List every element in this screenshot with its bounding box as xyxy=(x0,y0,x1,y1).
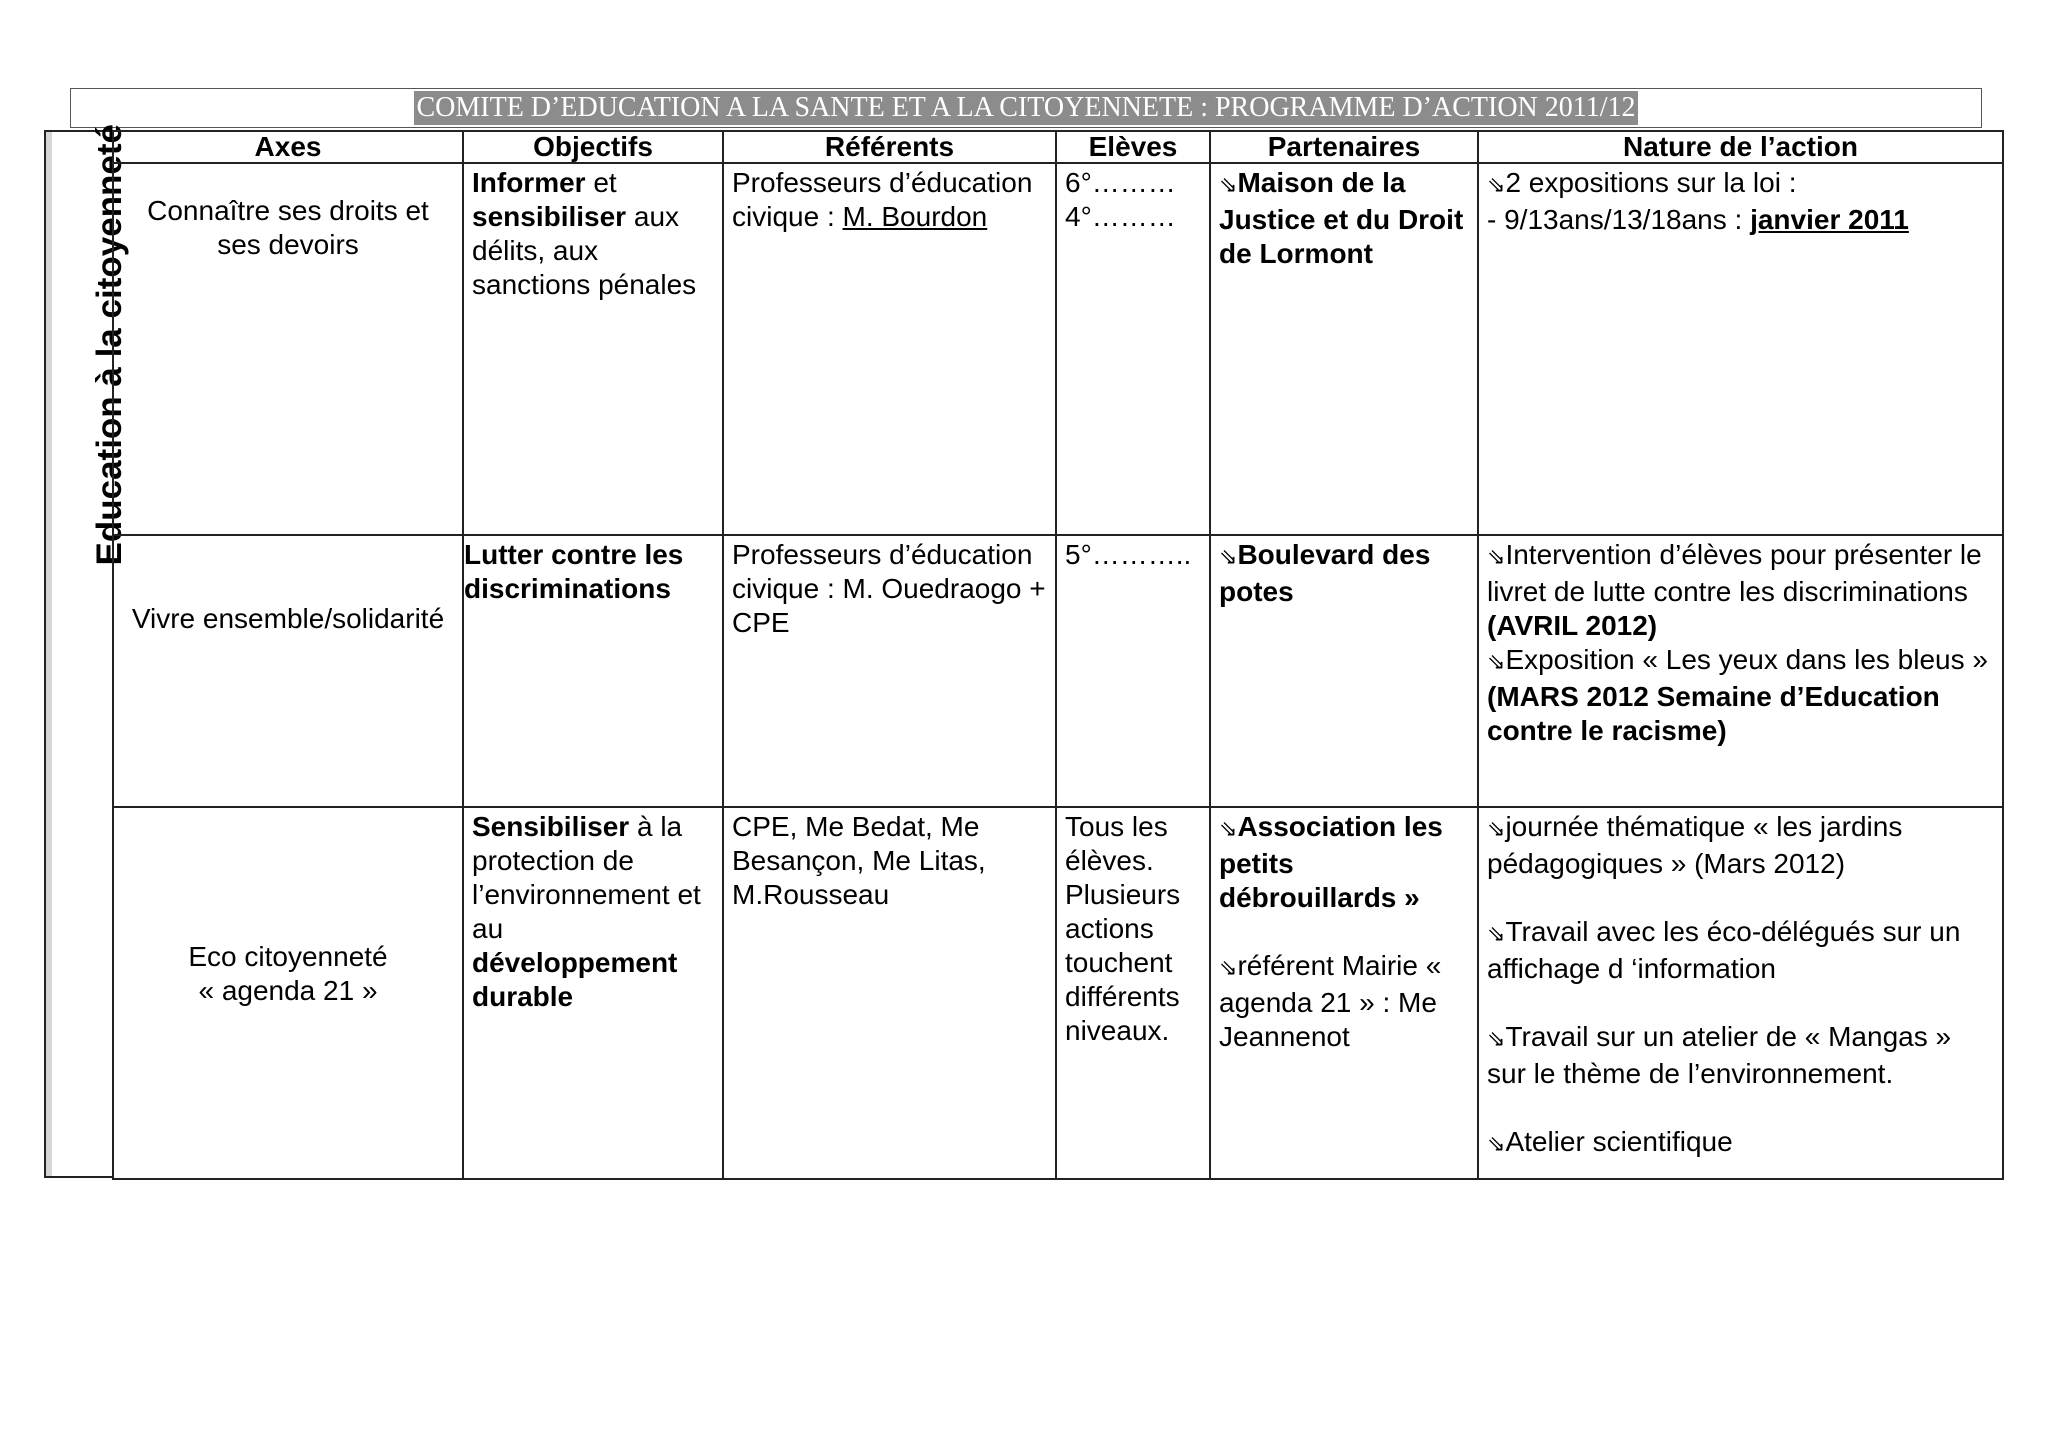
nature-text: Exposition « Les yeux dans les bleus » xyxy=(1505,644,1988,675)
objectif-cell xyxy=(463,535,723,807)
arrow-icon: ⇘ xyxy=(1487,1132,1506,1157)
axe-text: Connaître ses droits et ses devoirs xyxy=(147,195,429,260)
nature-bold: janvier 2011 xyxy=(1750,204,1909,235)
action-program-table xyxy=(112,130,2004,1180)
eleves-cell xyxy=(1056,163,1210,535)
header-row xyxy=(113,131,2003,163)
referents-text: Professeurs d’éducation civique : xyxy=(732,167,1033,232)
document-title: COMITE D’EDUCATION A LA SANTE ET A LA CITOYENNETE : PROGRAMME D’ACTION 2011/12 xyxy=(416,92,1636,123)
eleves-line: Tous les élèves. Plusieurs actions touchent différents niveaux. xyxy=(1065,811,1181,1046)
arrow-icon: ⇘ xyxy=(1219,545,1238,570)
eleves-line: 6°……… xyxy=(1065,167,1176,198)
document-title-box xyxy=(70,88,1982,128)
header-axes: Axes xyxy=(113,131,463,163)
nature-text: Travail avec les éco-délégués sur un affichage d ‘information xyxy=(1487,916,1961,984)
objectif-text: et xyxy=(585,167,617,198)
nature-cell xyxy=(1478,535,2003,807)
axe-text: Vivre ensemble/solidarité xyxy=(131,603,445,634)
eleves-cell xyxy=(1056,807,1210,1179)
spacer xyxy=(1219,915,1469,949)
objectif-bold: Sensibiliser xyxy=(472,811,630,842)
axe-text: Eco citoyenneté xyxy=(188,941,388,972)
objectif-bold: Informer xyxy=(472,167,586,198)
arrow-icon: ⇘ xyxy=(1219,817,1238,842)
referents-underlined: M. Bourdon xyxy=(842,201,988,232)
header-objectifs: Objectifs xyxy=(463,131,723,163)
nature-text: journée thématique « les jardins pédagogiques » (Mars 2012) xyxy=(1487,811,1903,879)
arrow-icon: ⇘ xyxy=(1487,817,1506,842)
nature-cell xyxy=(1478,807,2003,1179)
objectif-bold: sensibiliser xyxy=(472,201,627,232)
objectif-bold: développement durable xyxy=(472,947,678,1012)
nature-bold: (MARS 2012 Semaine d’Education contre le racisme) xyxy=(1487,681,1940,746)
nature-text: Atelier scientifique xyxy=(1505,1126,1733,1157)
partenaire-cell xyxy=(1210,535,1478,807)
header-partenaires: Partenaires xyxy=(1210,131,1478,163)
referents-cell xyxy=(723,163,1056,535)
arrow-icon: ⇘ xyxy=(1487,545,1506,570)
nature-text: Travail sur un atelier de « Mangas » sur le thème de l’environnement. xyxy=(1487,1021,1952,1089)
nature-text: Intervention d’élèves pour présenter le livret de lutte contre les discriminations xyxy=(1487,539,1982,607)
axe-text: « agenda 21 » xyxy=(198,975,378,1006)
objectif-cell xyxy=(463,163,723,535)
nature-bold: (AVRIL 2012) xyxy=(1487,610,1658,641)
eleves-line: 5°……….. xyxy=(1065,539,1192,570)
arrow-icon: ⇘ xyxy=(1219,956,1238,981)
nature-text: 2 expositions sur la loi : xyxy=(1505,167,1797,198)
nature-text: - 9/13ans/13/18ans : xyxy=(1487,204,1751,235)
nature-cell xyxy=(1478,163,2003,535)
partenaire-cell xyxy=(1210,807,1478,1179)
arrow-icon: ⇘ xyxy=(1487,922,1506,947)
spacer xyxy=(1487,986,1994,1020)
table-row xyxy=(113,535,2003,807)
objectif-text: à la protection de l’environnement et au xyxy=(472,811,701,944)
arrow-icon: ⇘ xyxy=(1487,650,1506,675)
header-referents: Référents xyxy=(723,131,1056,163)
side-label-shading xyxy=(46,132,52,1176)
objectif-bold: Lutter contre les discriminations xyxy=(464,539,684,604)
referents-cell xyxy=(723,535,1056,807)
eleves-cell xyxy=(1056,535,1210,807)
axe-cell xyxy=(113,535,463,807)
partenaire-text: Association les petits débrouillards » xyxy=(1219,811,1443,913)
referents-text: Professeurs d’éducation civique : M. Ouedraogo + CPE xyxy=(732,539,1046,638)
objectif-cell xyxy=(463,807,723,1179)
objectif-text: aux délits, aux sanctions pénales xyxy=(472,201,697,300)
spacer xyxy=(1487,1091,1994,1125)
header-nature: Nature de l’action xyxy=(1478,131,2003,163)
spacer xyxy=(1487,881,1994,915)
arrow-icon: ⇘ xyxy=(1487,1027,1506,1052)
referents-text: CPE, Me Bedat, Me Besançon, Me Litas, M.Rousseau xyxy=(732,811,986,910)
partenaire-text: Maison de la Justice et du Droit de Lormont xyxy=(1219,167,1464,269)
header-eleves: Elèves xyxy=(1056,131,1210,163)
referents-cell xyxy=(723,807,1056,1179)
side-label-text: Education à la citoyenneté xyxy=(90,124,129,566)
axe-cell xyxy=(113,807,463,1179)
table-row xyxy=(113,163,2003,535)
arrow-icon: ⇘ xyxy=(1219,173,1238,198)
partenaire-text: Boulevard des potes xyxy=(1219,539,1431,607)
eleves-line: 4°……… xyxy=(1065,201,1176,232)
partenaire-text: référent Mairie « agenda 21 » : Me Jeannenot xyxy=(1219,950,1442,1052)
table-row xyxy=(113,807,2003,1179)
partenaire-cell xyxy=(1210,163,1478,535)
axe-cell xyxy=(113,163,463,535)
arrow-icon: ⇘ xyxy=(1487,173,1506,198)
